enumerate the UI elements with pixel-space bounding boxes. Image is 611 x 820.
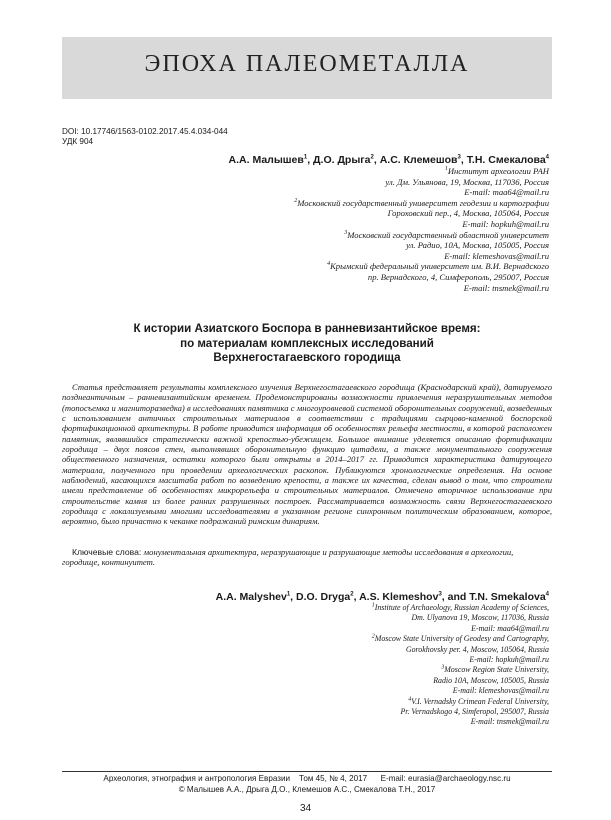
footer-rule <box>62 771 552 772</box>
affiliation-ru-name: $^1$Институт археологии РАН <box>444 166 549 176</box>
keywords-text: монументальная архитектура, неразрушающие и разрушающие методы исследования в археологии, городище, континуитет. <box>62 547 514 568</box>
affiliation-ru-address: Гороховский пер., 4, Москва, 105064, Россия <box>387 208 549 219</box>
author-ru-mark: 3 <box>457 154 461 161</box>
udc: УДК 904 <box>62 137 94 146</box>
affiliations-ru <box>109 166 549 293</box>
author-en-name: D.O. Dryga <box>296 591 351 603</box>
affiliation-ru-email: E-mail: tnsmek@mail.ru <box>463 282 549 293</box>
affiliation-ru-address: пр. Вернадского, 4, Симферополь, 295007, Россия <box>367 271 549 282</box>
article-title-line: Верхнегостагаевского городища <box>213 351 401 364</box>
affiliation-en-address: Pr. Vernadskogo 4, Simferopol, 295007, Russia <box>400 707 549 717</box>
affiliation-en-name: $^4$V.I. Vernadsky Crimean Federal University, <box>408 696 549 706</box>
affiliation-en-address: Dm. Ulyanova 19, Moscow, 117036, Russia <box>411 613 549 623</box>
journal-name: Археология, этнография и антропология Евразии <box>103 774 291 783</box>
section-header-band <box>62 37 552 99</box>
affiliations-en <box>109 603 549 728</box>
affiliation-en-email: E-mail: maa64@mail.ru <box>471 623 549 633</box>
affiliation-ru-name: $^4$Крымский федеральный университет им. В.И. Вернадского <box>327 261 549 272</box>
authors-en: A.A. Malyshev$^1$, D.O. Dryga$^2$, A.S. Klemeshov$^3$, and T.N. Smekalova$^4$ <box>215 591 549 603</box>
page-number: 34 <box>299 803 312 814</box>
affiliation-en-email: E-mail: hopkuh@mail.ru <box>469 655 549 665</box>
affiliation-ru-email: E-mail: maa64@mail.ru <box>464 187 549 198</box>
author-ru-mark: 2 <box>370 154 374 161</box>
article-title-line: по материалам комплексных исследований <box>180 336 434 350</box>
author-ru-name: А.А. Малышев <box>228 154 304 166</box>
affiliation-en-name: $^1$Institute of Archaeology, Russian Academy of Sciences, <box>371 602 549 612</box>
affiliation-en-name: $^2$Moscow State University of Geodesy and Cartography, <box>371 633 549 644</box>
author-en-name: A.S. Klemeshov <box>359 591 439 603</box>
abstract: Статья представляет результаты комплексного изучения Верхнегостагаевского городища (Краснодарский край), датируемого позднеантичным – ранневизантийским временем. Продемонстрированы возможности привлечения неразрушительных методов (топосъемка и магниторазведка) в исследованиях памятника с многоуровневой системой оборонительных сооружений, возведенных с использованием античных строительных материалов в соответствии с традициями сырцово-каменной боспорской фортификационной архитектуры. В работе приводится информация об особенностях рельефа местности, в которой расположен памятник, являвшийся стратегически важной крепостью-убежищем. Большое внимание уделяется описанию фортификации городища – двух поясов стен, выполнявших оборонительную функцию цитадели, а также монументального сооружения общественного назначения, остатки которого были открыты в 2014–2017 гг. Приводится характеристика датирующего материала, полученного при проведении археологических раскопок. Публикуются хронологические определения. На основе наблюдений, касающихся масштаба работ по возведению крепости, а также их качества, сделан вывод о том, что строители имели представление об особенностях микрорельефа и строительных материалов. Отмечено вторичное использование при строительстве камня из более ранних разрушенных построек. Рассматривается возможность связи Верхнегостагаевского городища с локализуемыми многими исследователями в указанном регионе синхронным политическим образованием, которое, вероятно, было причастно к чеканке подражаний римским динариям. <box>62 382 552 527</box>
doi: DOI: 10.17746/1563-0102.2017.45.4.034-044 <box>62 127 228 136</box>
article-title <box>62 322 552 366</box>
author-ru-name: Т.Н. Смекалова <box>466 154 546 166</box>
authors-ru: А.А. Малышев$^1$, Д.О. Дрыга$^2$, А.С. Клемешов$^3$, Т.Н. Смекалова$^4$ <box>228 154 549 166</box>
affiliation-en-email: E-mail: klemeshovas@mail.ru <box>452 686 549 696</box>
author-ru-mark: 1 <box>303 154 308 161</box>
affiliation-ru-email: E-mail: hopkuh@mail.ru <box>462 218 549 229</box>
author-ru-name: А.С. Клемешов <box>379 154 458 166</box>
journal-volume: Том 45, № 4, 2017 <box>299 774 368 783</box>
author-ru-mark: 4 <box>545 154 549 161</box>
article-title-line: К истории Азиатского Боспора в ранневизантийское время: <box>133 322 481 335</box>
author-en-mark: 3 <box>438 591 442 598</box>
section-title: ЭПОХА ПАЛЕОМЕТАЛЛА <box>144 51 470 77</box>
affiliation-en-address: Gorokhovsky per. 4, Moscow, 105064, Russia <box>405 644 549 654</box>
author-en-mark: 1 <box>286 591 291 598</box>
affiliation-ru-email: E-mail: klemeshovas@mail.ru <box>444 250 549 261</box>
author-en-mark: 4 <box>545 591 549 598</box>
journal-email: E-mail: eurasia@archaeology.nsc.ru <box>380 774 511 783</box>
keywords <box>62 547 552 568</box>
affiliation-ru-name: $^2$Московский государственный университет геодезии и картографии <box>294 197 549 208</box>
affiliation-ru-address: ул. Радио, 10А, Москва, 105005, Россия <box>406 240 549 251</box>
affiliation-en-name: $^3$Moscow Region State University, <box>441 664 549 675</box>
affiliation-ru-address: ул. Дм. Ульянова, 19, Москва, 117036, Россия <box>385 176 549 187</box>
author-en-name: A.A. Malyshev <box>215 591 287 603</box>
affiliation-en-email: E-mail: tnsmek@mail.ru <box>470 717 549 727</box>
author-en-name: T.N. Smekalova <box>469 591 546 603</box>
affiliation-ru-name: $^3$Московский государственный областной университет <box>344 229 549 240</box>
author-en-mark: 2 <box>350 591 354 598</box>
keywords-label: Ключевые слова: <box>72 547 142 557</box>
footer-journal-line <box>62 773 552 784</box>
affiliation-en-address: Radio 10A, Moscow, 105005, Russia <box>433 675 549 685</box>
author-ru-name: Д.О. Дрыга <box>313 154 371 166</box>
copyright: © Малышев А.А., Дрыга Д.О., Клемешов А.С., Смекалова Т.Н., 2017 <box>178 785 436 794</box>
